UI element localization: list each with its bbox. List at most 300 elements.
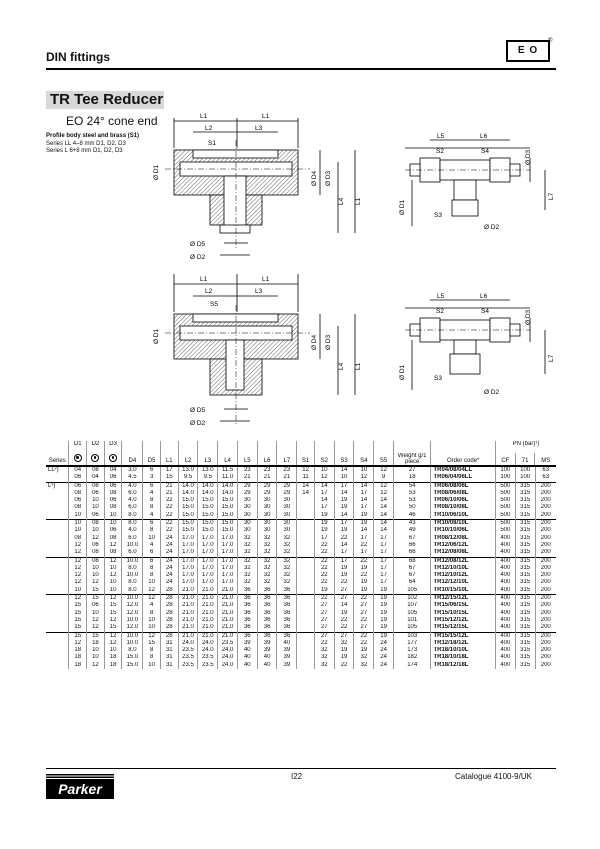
table-cell: 6: [143, 549, 161, 557]
table-cell: 24: [160, 535, 178, 542]
table-row: [46, 587, 556, 595]
table-cell: 67: [393, 535, 430, 542]
table-cell: 39: [257, 640, 277, 647]
dim-label: Ø D3: [325, 170, 332, 186]
table-cell: 19: [334, 504, 354, 511]
table-cell: 315: [515, 542, 535, 549]
table-cell: 19: [334, 647, 354, 654]
table-cell: 200: [535, 497, 556, 504]
table-cell: 12: [314, 474, 334, 482]
table-cell: 22: [354, 557, 374, 565]
table-cell: 182: [393, 654, 430, 661]
table-cell: 400: [495, 572, 515, 579]
table-cell: 23: [277, 467, 297, 475]
order-code-cell: TR12/12/10L: [431, 579, 496, 586]
table-cell: 10.0: [122, 572, 143, 579]
table-cell: 6.0: [122, 504, 143, 511]
table-cell: 15.0: [198, 520, 218, 528]
dim-label: S3: [434, 212, 442, 219]
table-cell: 100: [495, 474, 515, 482]
table-cell: 15: [143, 640, 161, 647]
table-cell: 31: [160, 662, 178, 669]
table-cell: 315: [515, 504, 535, 511]
table-cell: 12: [354, 474, 374, 482]
table-cell: 315: [515, 565, 535, 572]
table-cell: 22: [334, 579, 354, 586]
dim-label: L6: [480, 133, 488, 140]
table-cell: 8: [143, 654, 161, 661]
catalogue-id: Catalogue 4100-9/UK: [455, 772, 532, 781]
table-cell: 315: [515, 535, 535, 542]
table-cell: 21.0: [178, 624, 198, 632]
table-cell: 30: [277, 497, 297, 504]
table-cell: 36: [277, 632, 297, 640]
table-row: [46, 647, 556, 654]
table-cell: 14: [374, 512, 394, 520]
table-cell: 200: [535, 512, 556, 520]
table-cell: 400: [495, 617, 515, 624]
dim-label: S2: [436, 308, 444, 315]
table-row: [46, 602, 556, 609]
table-cell: 174: [393, 662, 430, 669]
table-row: [46, 527, 556, 534]
table-cell: 32: [257, 535, 277, 542]
table-cell: 36: [257, 617, 277, 624]
table-cell: 4.0: [122, 527, 143, 534]
table-cell: 24: [160, 579, 178, 586]
table-cell: 12: [87, 579, 105, 586]
profile-line: Series LL 4–8 mm D1, D2, D3: [46, 140, 126, 147]
table-cell: 06: [87, 512, 105, 520]
order-code-cell: TR06/10/06L: [431, 497, 496, 504]
table-cell: 500: [495, 490, 515, 497]
table-cell: 14: [334, 490, 354, 497]
table-cell: 30: [257, 527, 277, 534]
table-cell: 19: [354, 565, 374, 572]
table-row: [46, 549, 556, 557]
dim-label: L1: [262, 113, 270, 120]
table-cell: 10: [334, 474, 354, 482]
table-cell: 12: [143, 587, 161, 595]
table-cell: 200: [535, 647, 556, 654]
table-cell: 10: [87, 572, 105, 579]
table-cell: 12: [87, 662, 105, 669]
series-cell: [46, 557, 69, 565]
table-cell: 10.0: [122, 632, 143, 640]
table-cell: 17.0: [198, 535, 218, 542]
table-cell: 10: [104, 579, 122, 586]
table-cell: 17.0: [178, 557, 198, 565]
order-code-cell: TR04/08/04LL: [431, 467, 496, 475]
series-cell: [46, 654, 69, 661]
dim-label: L4: [338, 362, 345, 370]
table-cell: 12: [104, 640, 122, 647]
dim-label: Ø D2: [190, 420, 206, 427]
table-cell: 14: [297, 490, 315, 497]
table-cell: 21.0: [218, 610, 238, 617]
table-cell: 30: [277, 504, 297, 511]
order-code-cell: TR12/08/08L: [431, 549, 496, 557]
table-cell: 29: [237, 482, 257, 490]
table-row: [46, 504, 556, 511]
table-row: [46, 497, 556, 504]
order-code-cell: TR12/08/12L: [431, 557, 496, 565]
table-cell: 67: [393, 565, 430, 572]
table-cell: 15: [69, 617, 87, 624]
table-cell: 200: [535, 482, 556, 490]
dim-label: L6: [480, 293, 488, 300]
table-cell: 49: [393, 527, 430, 534]
table-cell: [297, 565, 315, 572]
table-cell: 200: [535, 624, 556, 632]
table-cell: 24.0: [218, 647, 238, 654]
table-cell: 06: [69, 482, 87, 490]
table-cell: 12: [104, 595, 122, 603]
table-cell: 32: [354, 662, 374, 669]
table-row: [46, 617, 556, 624]
table-cell: 21.0: [218, 587, 238, 595]
table-cell: 9.5: [178, 474, 198, 482]
table-cell: 21.0: [178, 587, 198, 595]
table-cell: 28: [160, 624, 178, 632]
dim-label: S1: [208, 140, 216, 147]
order-code-cell: TR10/10/06L: [431, 527, 496, 534]
order-code-cell: TR12/10/12L: [431, 572, 496, 579]
table-cell: [297, 632, 315, 640]
order-code-cell: TR12/15/12L: [431, 595, 496, 603]
order-code-cell: TR15/12/12L: [431, 617, 496, 624]
table-cell: 200: [535, 617, 556, 624]
table-cell: 28: [160, 632, 178, 640]
series-cell: [46, 587, 69, 595]
table-cell: 19: [314, 520, 334, 528]
table-cell: 36: [237, 602, 257, 609]
table-row: [46, 557, 556, 565]
table-cell: 30: [257, 512, 277, 520]
table-cell: 4: [143, 490, 161, 497]
table-cell: 21.0: [218, 617, 238, 624]
table-cell: 22: [354, 632, 374, 640]
col-header: S3: [334, 453, 354, 466]
table-cell: 27: [354, 624, 374, 632]
table-cell: 17: [314, 504, 334, 511]
table-cell: 400: [495, 579, 515, 586]
series-cell: [46, 579, 69, 586]
table-cell: 315: [515, 662, 535, 669]
dim-label: Ø D2: [484, 224, 500, 231]
table-cell: 19: [314, 512, 334, 520]
table-cell: 22: [314, 565, 334, 572]
table-cell: 10: [87, 504, 105, 511]
series-cell: [46, 602, 69, 609]
table-cell: 200: [535, 527, 556, 534]
table-cell: 27: [354, 610, 374, 617]
table-cell: 21.0: [218, 595, 238, 603]
col-header: D1: [69, 441, 87, 453]
col-header: L5: [237, 453, 257, 466]
series-cell: [46, 520, 69, 528]
table-cell: 315: [515, 490, 535, 497]
table-cell: 06: [87, 490, 105, 497]
table-cell: 36: [237, 624, 257, 632]
table-cell: 10: [104, 565, 122, 572]
table-cell: 32: [314, 654, 334, 661]
table-group: [46, 557, 556, 594]
table-cell: 500: [495, 512, 515, 520]
table-cell: 10.0: [122, 557, 143, 565]
table-cell: 32: [277, 579, 297, 586]
table-cell: 12: [87, 617, 105, 624]
table-cell: 17: [160, 467, 178, 475]
table-cell: 24: [374, 662, 394, 669]
table-cell: 21.0: [178, 595, 198, 603]
table-cell: 15.0: [178, 520, 198, 528]
table-row: [46, 512, 556, 520]
table-cell: 315: [515, 654, 535, 661]
table-cell: 21: [277, 474, 297, 482]
table-cell: 67: [393, 572, 430, 579]
cone-end-icon: [91, 454, 99, 462]
table-cell: 15: [87, 595, 105, 603]
table-cell: 200: [535, 579, 556, 586]
table-cell: 14: [374, 504, 394, 511]
table-cell: 17.0: [178, 565, 198, 572]
table-cell: 105: [393, 610, 430, 617]
table-cell: 14.0: [178, 490, 198, 497]
table-cell: 29: [257, 482, 277, 490]
table-cell: 06: [104, 482, 122, 490]
table-cell: 9: [374, 474, 394, 482]
table-cell: 68: [393, 557, 430, 565]
series-cell: [46, 504, 69, 511]
series-cell: [46, 565, 69, 572]
table-cell: 105: [393, 624, 430, 632]
table-cell: 21: [257, 474, 277, 482]
table-row: [46, 624, 556, 632]
table-cell: 13.0: [178, 467, 198, 475]
table-cell: 12: [69, 640, 87, 647]
table-cell: 315: [515, 640, 535, 647]
table-cell: 12: [297, 467, 315, 475]
table-cell: 15: [104, 602, 122, 609]
table-cell: 19: [314, 527, 334, 534]
table-cell: 22: [314, 542, 334, 549]
dim-label: L7: [548, 192, 555, 200]
table-cell: 14: [334, 602, 354, 609]
table-cell: 17: [374, 579, 394, 586]
table-cell: 24: [374, 647, 394, 654]
order-code-cell: TR10/08/10L: [431, 520, 496, 528]
table-cell: 12: [69, 595, 87, 603]
table-cell: 21: [160, 482, 178, 490]
table-cell: 21.0: [218, 632, 238, 640]
table-cell: 32: [237, 535, 257, 542]
table-cell: 22: [334, 624, 354, 632]
dim-label: Ø D3: [325, 334, 332, 350]
table-cell: 24.0: [218, 662, 238, 669]
table-cell: [297, 549, 315, 557]
table-cell: 28: [160, 602, 178, 609]
table-cell: 17: [334, 520, 354, 528]
table-cell: 400: [495, 587, 515, 595]
table-cell: 22: [314, 579, 334, 586]
table-cell: 22: [334, 662, 354, 669]
table-cell: 102: [393, 595, 430, 603]
table-cell: 100: [515, 474, 535, 482]
table-cell: 10: [143, 662, 161, 669]
order-code-cell: TR18/10/18L: [431, 654, 496, 661]
table-cell: 10: [87, 497, 105, 504]
table-cell: 500: [495, 520, 515, 528]
table-cell: 06: [104, 497, 122, 504]
table-cell: 27: [314, 624, 334, 632]
series-cell: [46, 490, 69, 497]
table-cell: 19: [354, 512, 374, 520]
table-cell: [297, 527, 315, 534]
table-cell: 19: [354, 587, 374, 595]
table-cell: 14.0: [218, 482, 238, 490]
table-cell: 15: [69, 632, 87, 640]
table-cell: 10: [69, 527, 87, 534]
table-cell: 21: [160, 490, 178, 497]
table-cell: 12: [69, 565, 87, 572]
footer-rule: [46, 768, 556, 769]
table-cell: 32: [237, 549, 257, 557]
table-cell: 315: [515, 647, 535, 654]
table-cell: 08: [87, 520, 105, 528]
table-cell: 04: [69, 467, 87, 475]
table-cell: 8.0: [122, 520, 143, 528]
table-cell: 400: [495, 595, 515, 603]
table-cell: 29: [277, 482, 297, 490]
table-cell: 27: [314, 602, 334, 609]
table-cell: 30: [257, 520, 277, 528]
dim-label: Ø D1: [399, 364, 406, 380]
series-cell: [46, 535, 69, 542]
dim-label: S5: [210, 301, 218, 308]
table-cell: 8.0: [122, 512, 143, 520]
table-cell: 21.0: [178, 617, 198, 624]
table-cell: 315: [515, 595, 535, 603]
table-cell: 14: [334, 512, 354, 520]
table-cell: 10: [143, 617, 161, 624]
order-code-cell: TR12/06/12L: [431, 542, 496, 549]
table-cell: 36: [257, 624, 277, 632]
table-cell: 27: [314, 632, 334, 640]
order-code-cell: TR15/06/15L: [431, 602, 496, 609]
table-cell: [297, 640, 315, 647]
table-cell: 400: [495, 654, 515, 661]
table-row: [46, 520, 556, 528]
table-cell: 30: [277, 520, 297, 528]
table-cell: 27: [334, 595, 354, 603]
table-cell: 19: [374, 617, 394, 624]
table-cell: 17: [354, 490, 374, 497]
table-cell: 14: [334, 542, 354, 549]
table-cell: 32: [257, 542, 277, 549]
table-cell: 315: [515, 520, 535, 528]
table-cell: 36: [277, 602, 297, 609]
table-cell: 315: [515, 482, 535, 490]
table-cell: 17.0: [198, 557, 218, 565]
table-cell: 15.0: [198, 497, 218, 504]
series-cell: [46, 549, 69, 557]
table-cell: 27: [354, 602, 374, 609]
dim-label: L1: [200, 276, 208, 283]
table-cell: 19: [334, 654, 354, 661]
table-cell: 15: [104, 610, 122, 617]
table-cell: 10.0: [122, 640, 143, 647]
table-cell: 32: [277, 572, 297, 579]
table-cell: 500: [495, 527, 515, 534]
table-cell: 32: [314, 662, 334, 669]
table-cell: 32: [334, 640, 354, 647]
table-cell: 200: [535, 602, 556, 609]
series-cell: [46, 542, 69, 549]
table-cell: 08: [104, 504, 122, 511]
table-cell: 12: [69, 549, 87, 557]
table-cell: 400: [495, 557, 515, 565]
table-cell: 12: [104, 632, 122, 640]
table-cell: 39: [277, 647, 297, 654]
dim-label: L3: [255, 288, 263, 295]
table-cell: 27: [314, 617, 334, 624]
table-cell: 101: [393, 617, 430, 624]
table-cell: 32: [277, 549, 297, 557]
table-cell: 54: [393, 482, 430, 490]
table-cell: 64: [393, 579, 430, 586]
pn-header: PN (bar)¹): [495, 441, 556, 453]
table-cell: 17.0: [198, 565, 218, 572]
table-cell: 08: [104, 535, 122, 542]
table-cell: 17: [374, 572, 394, 579]
table-cell: 30: [257, 504, 277, 511]
dim-label: S2: [436, 148, 444, 155]
table-cell: 12: [374, 482, 394, 490]
table-cell: 19: [374, 632, 394, 640]
table-cell: 12: [143, 632, 161, 640]
table-cell: 17.0: [178, 572, 198, 579]
table-cell: 08: [104, 490, 122, 497]
table-cell: 27: [334, 587, 354, 595]
table-cell: 32: [277, 565, 297, 572]
table-cell: 22: [314, 549, 334, 557]
table-cell: 15.0: [218, 504, 238, 511]
table-cell: 24: [374, 640, 394, 647]
table-cell: 8.0: [122, 579, 143, 586]
table-cell: [297, 535, 315, 542]
table-cell: 400: [495, 624, 515, 632]
table-cell: 3.0: [122, 467, 143, 475]
table-cell: 17: [334, 557, 354, 565]
table-cell: 24.0: [178, 640, 198, 647]
table-row: [46, 565, 556, 572]
table-cell: 29: [257, 490, 277, 497]
table-cell: 10: [143, 579, 161, 586]
table-cell: 22: [314, 557, 334, 565]
table-cell: 200: [535, 557, 556, 565]
table-cell: [297, 512, 315, 520]
table-cell: 36: [237, 617, 257, 624]
table-cell: 10: [104, 520, 122, 528]
table-cell: 400: [495, 640, 515, 647]
order-code-cell: TR18/12/18L: [431, 662, 496, 669]
table-cell: [297, 654, 315, 661]
table-cell: 4.0: [122, 497, 143, 504]
table-cell: 315: [515, 527, 535, 534]
table-cell: 400: [495, 535, 515, 542]
dim-label: L7: [548, 354, 555, 362]
